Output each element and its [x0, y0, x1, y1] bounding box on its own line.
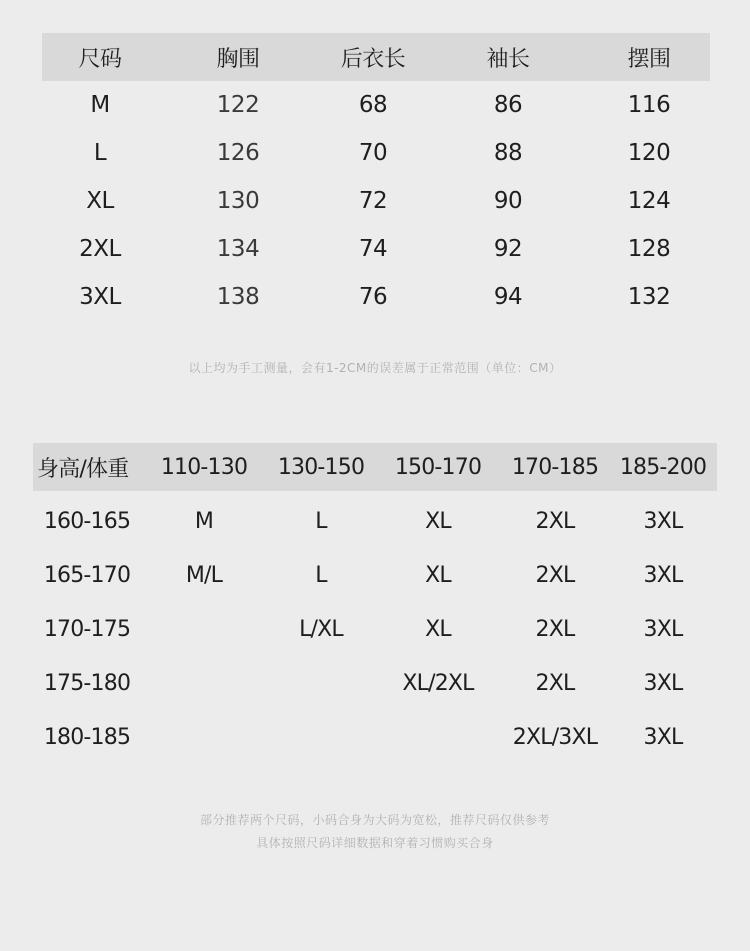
header-weight-range: 170-185 [511, 454, 599, 480]
cell-chest: 134 [216, 236, 260, 262]
cell-size: L [93, 140, 107, 166]
table-row [33, 602, 717, 656]
header-back-length: 后衣长 [340, 46, 406, 72]
table-row [42, 273, 710, 321]
size-table [42, 33, 710, 321]
header-weight-range: 150-170 [394, 454, 482, 480]
cell-back-length: 68 [358, 92, 388, 118]
header-hem: 摆围 [627, 46, 671, 72]
cell-size: XL [86, 188, 114, 214]
cell-sleeve: 86 [493, 92, 523, 118]
cell-sleeve: 88 [493, 140, 523, 166]
cell-height: 180-185 [43, 724, 131, 750]
cell-hem: 124 [627, 188, 671, 214]
cell-size: M [90, 92, 110, 118]
cell-chest: 122 [216, 92, 260, 118]
cell-height: 160-165 [43, 508, 131, 534]
cell-size: M/L [185, 562, 223, 588]
measurement-note: 以上均为手工测量，会有1-2CM的误差属于正常范围（单位：CM） [188, 361, 562, 375]
recommend-note-line2: 具体按照尺码详细数据和穿着习惯购买合身 [256, 836, 494, 850]
cell-back-length: 76 [358, 284, 388, 310]
table-row [42, 225, 710, 273]
cell-size: 2XL [535, 562, 575, 588]
cell-back-length: 72 [358, 188, 388, 214]
header-chest: 胸围 [216, 46, 260, 72]
cell-size: XL [425, 616, 451, 642]
size-table-header [42, 33, 710, 81]
cell-chest: 126 [216, 140, 260, 166]
cell-size: L [315, 562, 327, 588]
table-row [42, 81, 710, 129]
cell-size: 3XL [643, 508, 683, 534]
cell-size: 3XL [643, 562, 683, 588]
header-size: 尺码 [78, 46, 122, 72]
table-row [33, 656, 717, 710]
cell-sleeve: 94 [493, 284, 523, 310]
table-row [33, 494, 717, 548]
cell-hem: 132 [627, 284, 671, 310]
cell-hem: 116 [627, 92, 671, 118]
cell-size: 3XL [643, 670, 683, 696]
cell-size: 3XL [643, 616, 683, 642]
cell-height: 170-175 [43, 616, 131, 642]
header-weight-range: 185-200 [619, 454, 707, 480]
table-row [42, 177, 710, 225]
header-weight-range: 130-150 [277, 454, 365, 480]
cell-size: XL/2XL [402, 670, 474, 696]
cell-size: 2XL [535, 670, 575, 696]
recommend-rows [33, 494, 717, 764]
cell-size: L [315, 508, 327, 534]
table-row [33, 710, 717, 764]
cell-size: L/XL [299, 616, 343, 642]
cell-chest: 138 [216, 284, 260, 310]
cell-hem: 128 [627, 236, 671, 262]
header-height-weight: 身高/体重 [37, 456, 129, 482]
cell-back-length: 74 [358, 236, 388, 262]
cell-height: 175-180 [43, 670, 131, 696]
cell-size: 3XL [643, 724, 683, 750]
table-row [42, 129, 710, 177]
header-sleeve: 袖长 [486, 46, 530, 72]
cell-size: 2XL [535, 616, 575, 642]
cell-back-length: 70 [358, 140, 388, 166]
cell-height: 165-170 [43, 562, 131, 588]
cell-size: XL [425, 508, 451, 534]
table-row [33, 548, 717, 602]
cell-size: 2XL/3XL [512, 724, 598, 750]
recommend-table [33, 443, 717, 764]
recommend-note-line1: 部分推荐两个尺码，小码合身为大码为宽松，推荐尺码仅供参考 [199, 813, 550, 827]
cell-sleeve: 90 [493, 188, 523, 214]
cell-size: 3XL [79, 284, 121, 310]
header-weight-range: 110-130 [160, 454, 248, 480]
cell-chest: 130 [216, 188, 260, 214]
cell-sleeve: 92 [493, 236, 523, 262]
recommend-table-header [33, 443, 717, 491]
cell-size: 2XL [535, 508, 575, 534]
cell-size: 2XL [79, 236, 121, 262]
cell-size: M [194, 508, 214, 534]
cell-hem: 120 [627, 140, 671, 166]
cell-size: XL [425, 562, 451, 588]
